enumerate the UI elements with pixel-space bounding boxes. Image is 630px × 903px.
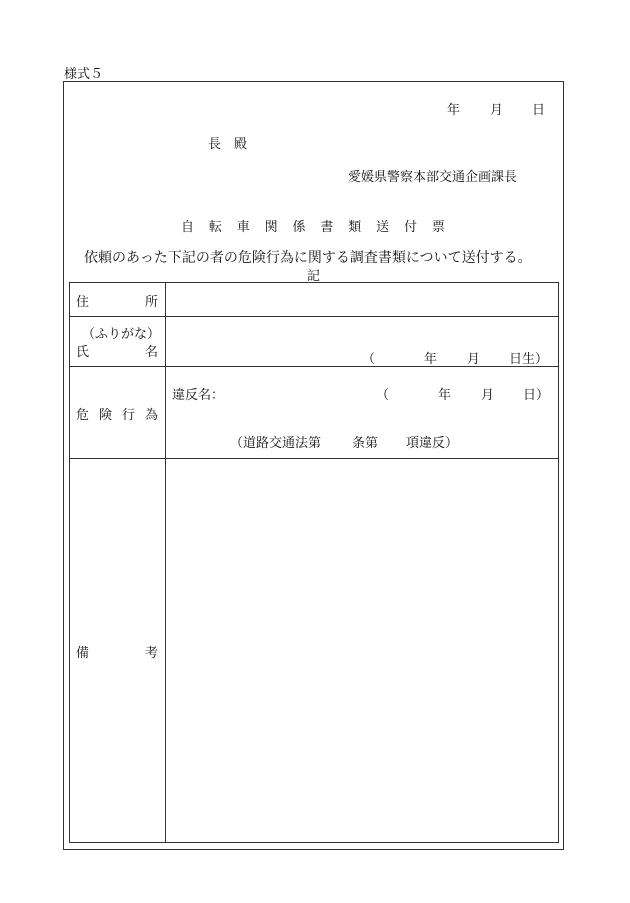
birth-open-paren: （	[362, 352, 376, 367]
addressee: 長 殿	[208, 137, 248, 152]
birth-year: 年	[424, 352, 438, 367]
law-suffix: 項違反）	[406, 436, 459, 451]
birth-month: 月	[467, 352, 481, 367]
violation-name-label: 違反名：	[172, 388, 225, 403]
sender: 愛媛県警察本部交通企画課長	[348, 170, 518, 185]
ki-label: 記	[307, 269, 321, 284]
date-year: 年	[447, 103, 461, 118]
row-divider	[69, 366, 559, 367]
row-divider	[69, 458, 559, 459]
law-prefix: （道路交通法第	[230, 436, 322, 451]
violation-name-field[interactable]	[228, 382, 368, 402]
violation-open-paren: （	[376, 388, 390, 403]
address-field[interactable]	[170, 286, 555, 312]
name-label: 氏 名	[76, 345, 158, 360]
furigana-label: （ふりがな）	[82, 327, 161, 342]
birth-day: 日生）	[509, 352, 549, 367]
law-article: 条第	[352, 436, 379, 451]
violation-month: 月	[481, 388, 495, 403]
date-day: 日	[532, 103, 546, 118]
intro-text: 依頼のあった下記の者の危険行為に関する調査書類について送付する。	[84, 250, 532, 266]
address-label: 住 所	[76, 295, 158, 310]
form-number-label: 様式５	[64, 67, 104, 82]
remarks-field[interactable]	[170, 463, 555, 838]
violation-day: 日）	[523, 388, 550, 403]
remarks-label: 備 考	[76, 646, 158, 661]
document-title: 自 転 車 関 係 書 類 送 付 票	[181, 220, 445, 235]
name-field[interactable]	[170, 320, 555, 346]
date-month: 月	[490, 103, 504, 118]
row-divider	[69, 316, 559, 317]
violation-year: 年	[438, 388, 452, 403]
danger-act-label: 危 険 行 為	[76, 408, 158, 423]
